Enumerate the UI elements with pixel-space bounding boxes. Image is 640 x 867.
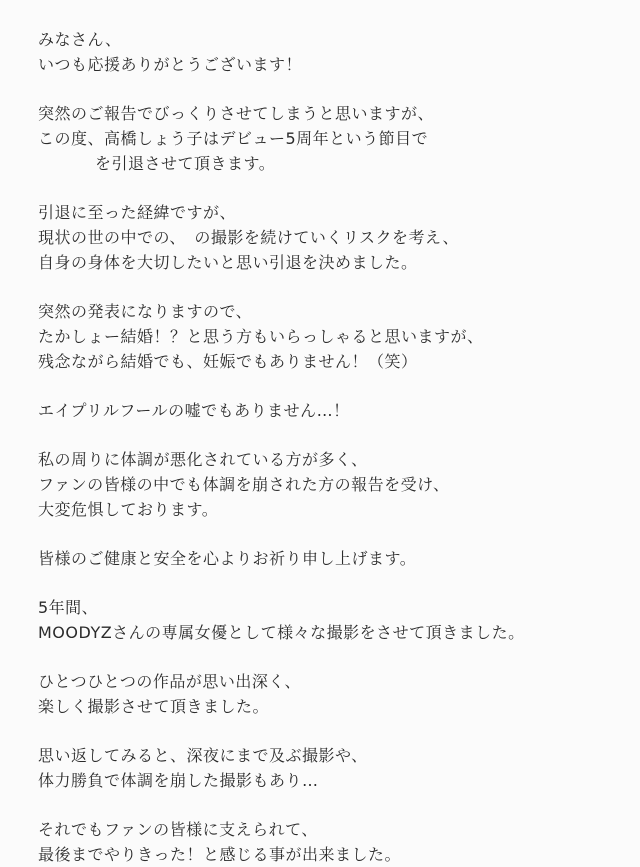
paragraph-looking-back	[38, 743, 610, 793]
text-line: 突然の発表になりますので、	[38, 302, 253, 321]
paragraph-not-april-fools	[38, 398, 610, 423]
text-line: この度、高橋しょう子はデビュー5周年という節目で	[38, 129, 429, 148]
text-line: ファンの皆様の中でも体調を崩された方の報告を受け、	[38, 475, 450, 494]
text-line: 現状の世の中での、 の撮影を続けていくリスクを考え、	[38, 228, 460, 247]
paragraph-greeting	[38, 27, 610, 77]
paragraph-wishes	[38, 546, 610, 571]
text-line: 最後までやりきった！と感じる事が出来ました。	[38, 845, 402, 864]
paragraph-health-concern	[38, 447, 610, 522]
text-line: たかしょー結婚！？と思う方もいらっしゃると思いますが、	[38, 327, 484, 346]
text-line: を引退させて頂きます。	[95, 154, 276, 173]
paragraph-announcement	[38, 101, 610, 176]
text-line: 突然のご報告でびっくりさせてしまうと思いますが、	[38, 104, 435, 123]
text-line: MOODYZさんの専属女優として様々な撮影をさせて頂きました。	[38, 623, 525, 642]
text-line: いつも応援ありがとうございます！	[38, 55, 303, 74]
text-line: エイプリルフールの嘘でもありません…！	[38, 401, 350, 420]
text-line: ひとつひとつの作品が思い出深く、	[38, 672, 302, 691]
paragraph-not-marriage	[38, 299, 610, 374]
text-line: 私の周りに体調が悪化されている方が多く、	[38, 450, 368, 469]
text-line: 大変危惧しております。	[38, 500, 219, 519]
text-line: 残念ながら結婚でも、妊娠でもありません！（笑）	[38, 352, 418, 371]
text-line: 5年間、	[38, 598, 99, 617]
paragraph-memories	[38, 669, 610, 719]
text-line: みなさん、	[38, 30, 122, 49]
paragraph-gratitude	[38, 817, 610, 867]
text-line: 引退に至った経緯ですが、	[38, 203, 237, 222]
text-line: 思い返してみると、深夜にまで及ぶ撮影や、	[38, 746, 368, 765]
text-line: 楽しく撮影させて頂きました。	[38, 697, 270, 716]
text-line: 体力勝負で体調を崩した撮影もあり…	[38, 771, 319, 790]
text-line: それでもファンの皆様に支えられて、	[38, 820, 318, 839]
text-line: 自身の身体を大切したいと思い引退を決めました。	[38, 253, 418, 272]
paragraph-reason	[38, 200, 610, 275]
text-line: 皆様のご健康と安全を心よりお祈り申し上げます。	[38, 549, 417, 568]
paragraph-five-years	[38, 595, 610, 645]
